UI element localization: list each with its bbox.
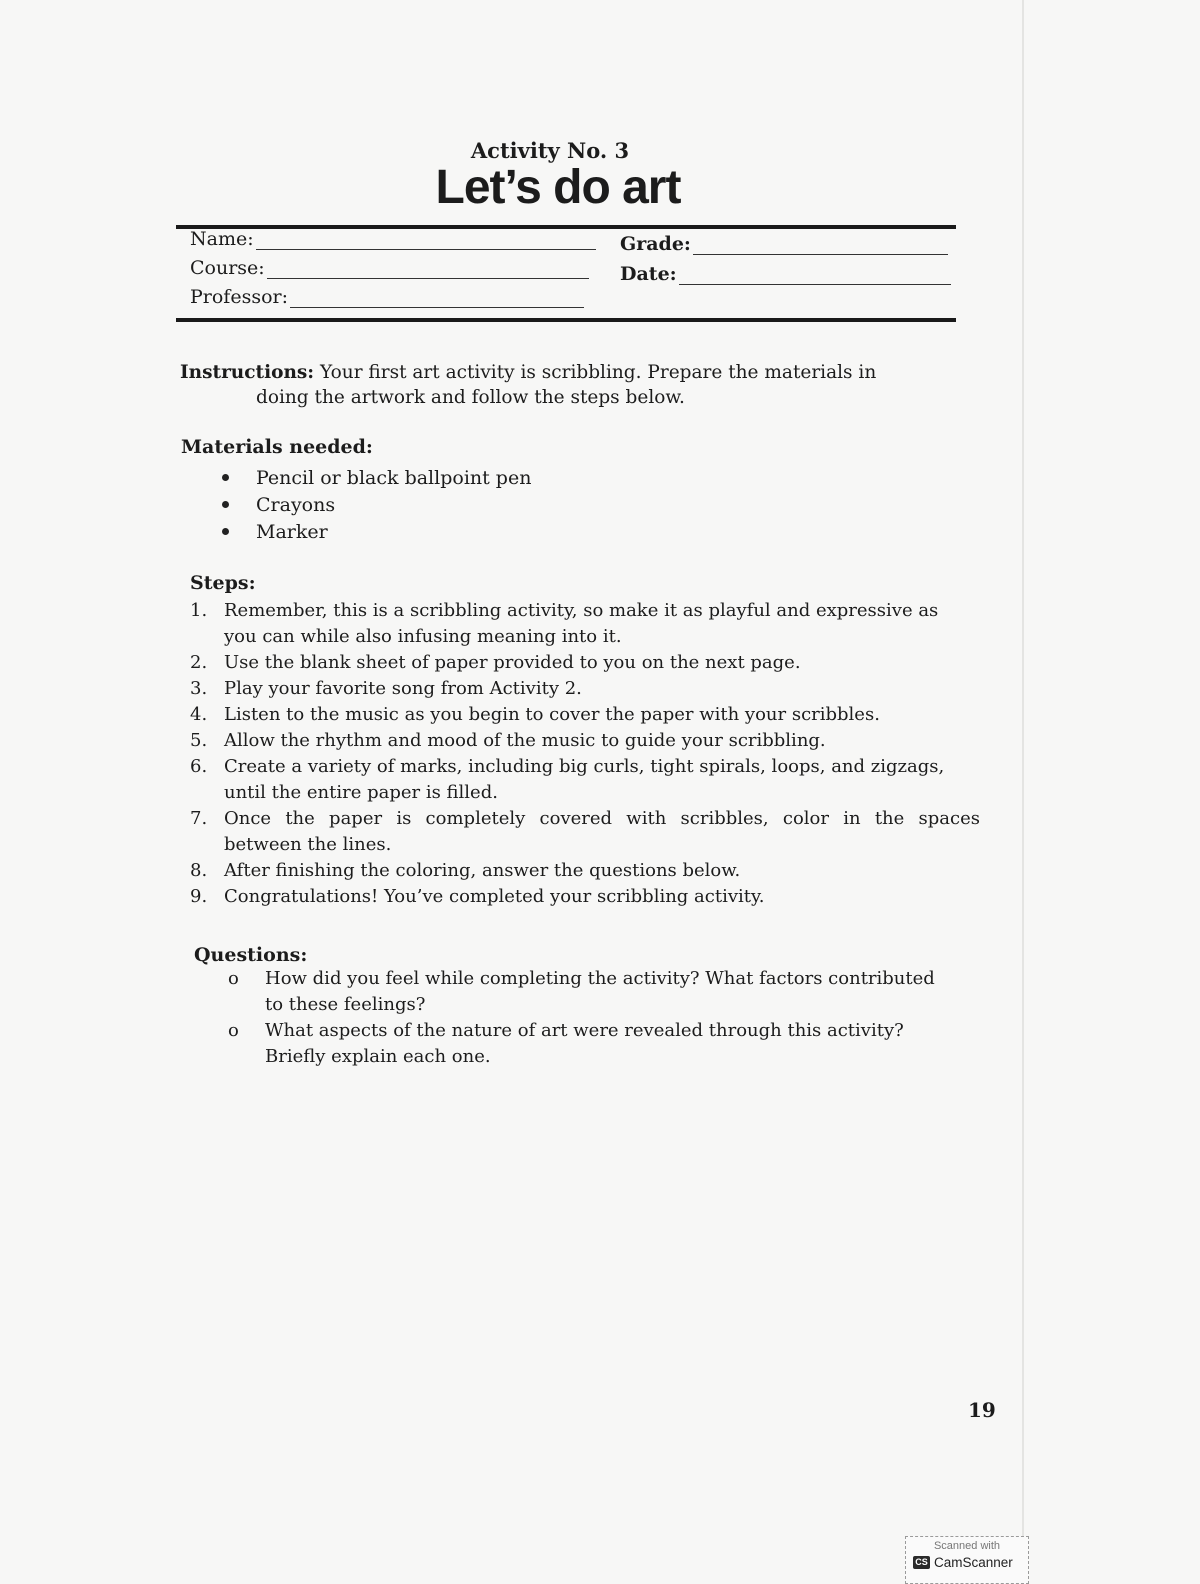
materials-heading: Materials needed: [181, 436, 373, 458]
date-label: Date: [620, 263, 677, 285]
instructions-line-1: Your first art activity is scribbling. Prepare the materials in [320, 362, 877, 383]
list-item: o What aspects of the nature of art were revealed through this activity? Briefly explain each one. [228, 1018, 988, 1070]
activity-number: Activity No. 3 [470, 138, 630, 163]
materials-list [222, 464, 531, 545]
course-label: Course: [190, 257, 265, 279]
page-number: 19 [968, 1398, 996, 1422]
steps-heading: Steps: [190, 572, 256, 594]
list-item: 9. Congratulations! You’ve completed your scribbling activity. [190, 886, 765, 907]
bottom-divider [176, 318, 956, 322]
list-item: 6. Create a variety of marks, including big curls, tight spirals, loops, and zigzags, until the entire paper is filled. [190, 756, 945, 803]
professor-line[interactable] [290, 289, 584, 308]
scanner-caption: Scanned with [933, 1540, 1001, 1552]
scanner-brand-name: CamScanner [934, 1555, 1013, 1570]
list-item: 3. Play your favorite song from Activity 2. [190, 678, 582, 699]
professor-label: Professor: [190, 286, 289, 308]
bullet-icon [222, 501, 229, 508]
list-item: Pencil or black ballpoint pen [222, 464, 531, 491]
page-edge [1022, 0, 1024, 1553]
list-item: 4. Listen to the music as you begin to cover the paper with your scribbles. [190, 704, 880, 725]
instructions-line-2: doing the artwork and follow the steps below. [256, 387, 685, 408]
list-item: 5. Allow the rhythm and mood of the music to guide your scribbling. [190, 730, 826, 751]
date-field[interactable] [620, 263, 951, 285]
list-item: Crayons [222, 491, 531, 518]
page-title: Let’s do art [435, 161, 681, 214]
circle-bullet-icon: o [228, 1020, 239, 1041]
name-label: Name: [190, 228, 254, 250]
grade-label: Grade: [620, 233, 691, 255]
list-item: o How did you feel while completing the activity? What factors contributed to these feelings? [228, 966, 988, 1018]
list-item: 7. Once the paper is completely covered with scribbles, color in the spaces between the lines. [190, 808, 980, 855]
instructions [180, 360, 900, 410]
camscanner-logo-icon: CS [913, 1556, 930, 1569]
grade-line[interactable] [693, 236, 948, 255]
list-item: 2. Use the blank sheet of paper provided to you on the next page. [190, 652, 801, 673]
professor-field[interactable] [190, 286, 584, 308]
steps-list [190, 598, 980, 910]
name-line[interactable] [256, 231, 596, 250]
grade-field[interactable] [620, 233, 948, 255]
list-item: Marker [222, 518, 531, 545]
questions-heading: Questions: [194, 944, 308, 966]
questions-list [228, 966, 988, 1070]
list-item: 1. Remember, this is a scribbling activity, so make it as playful and expressive as you can while also infusing meaning into it. [190, 600, 939, 647]
date-line[interactable] [679, 266, 951, 285]
course-field[interactable] [190, 257, 589, 279]
bullet-icon [222, 528, 229, 535]
list-item: 8. After finishing the coloring, answer the questions below. [190, 860, 741, 881]
camscanner-watermark [905, 1536, 1029, 1584]
scanner-brand [913, 1555, 1013, 1570]
course-line[interactable] [267, 260, 589, 279]
bullet-icon [222, 474, 229, 481]
circle-bullet-icon: o [228, 968, 239, 989]
instructions-label: Instructions: [180, 362, 315, 383]
name-field[interactable] [190, 228, 596, 250]
